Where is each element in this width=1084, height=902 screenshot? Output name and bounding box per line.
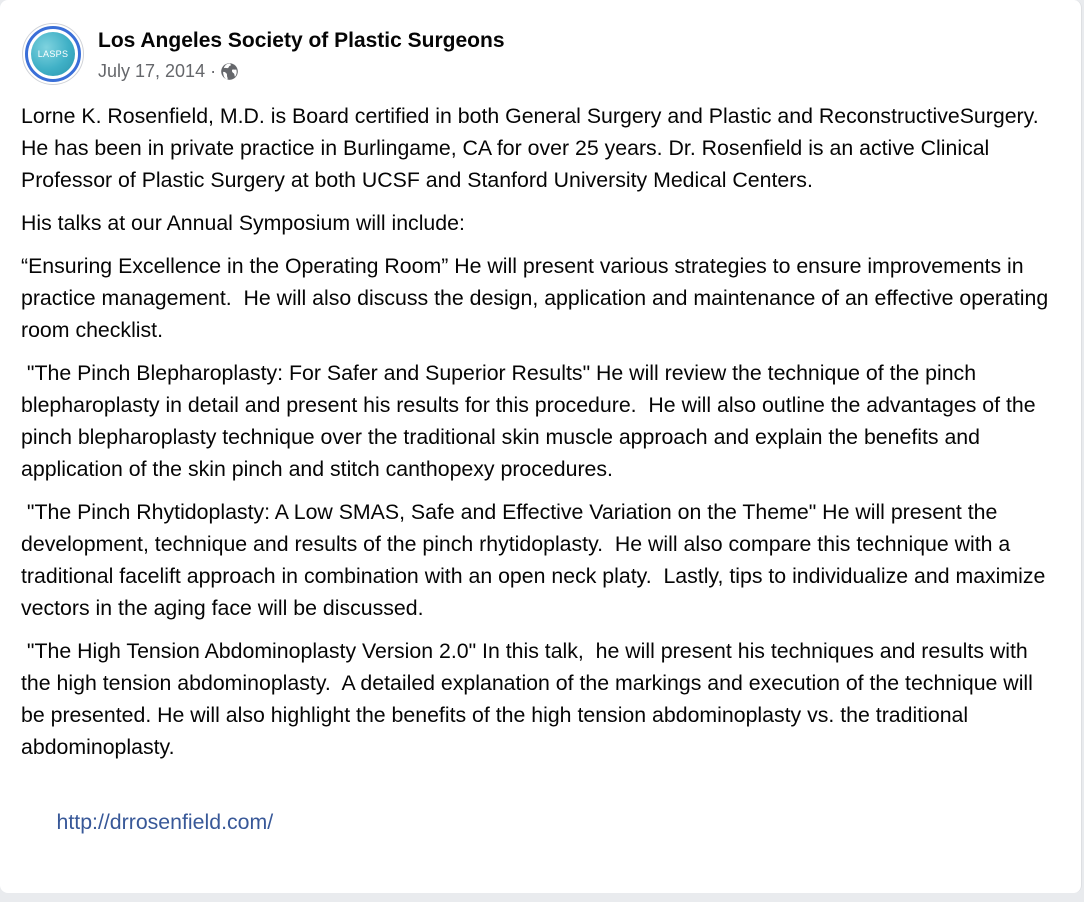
page-avatar[interactable] [22,23,84,85]
post-paragraph-1: Lorne K. Rosenfield, M.D. is Board certified in both General Surgery and Plastic and ReconstructiveSurgery. He has been in private practice in Burlingame, CA for over 25 years. Dr. Rosenfield is an active Clinical Professor of Plastic Surgery at both UCSF and Stanford University Medical Centers. [21,104,1045,192]
globe-icon[interactable] [220,62,239,81]
page-name-link[interactable]: Los Angeles Society of Plastic Surgeons [98,29,505,52]
post-subline [98,60,505,82]
post-meta [98,23,505,82]
post-link-row [21,774,1061,870]
avatar-text: LASPS [37,49,69,59]
post-header [22,23,505,85]
post-paragraph-2: His talks at our Annual Symposium will include: [21,211,465,235]
post-paragraph-6: "The High Tension Abdominoplasty Version 2.0" In this talk, he will present his techniques and results with the high tension abdominoplasty. A detailed explanation of the markings and execution of the technique will be presented. He will also highlight the benefits of the high tension abdominoplasty vs. the traditional abdominoplasty. [21,639,1039,759]
lasps-logo [31,32,75,76]
website-link[interactable]: http://drrosenfield.com/ [56,810,274,834]
post-paragraph-5: "The Pinch Rhytidoplasty: A Low SMAS, Safe and Effective Variation on the Theme" He will present the development, technique and results of the pinch rhytidoplasty. He will also compare this technique with a traditional facelift approach in combination with an open neck platy. Lastly, tips to individualize and maximize vectors in the aging face will be discussed. [21,500,1052,620]
post-date[interactable]: July 17, 2014 [98,61,206,81]
post-paragraph-3: “Ensuring Excellence in the Operating Room” He will present various strategies to ensure improvements in practice management. He will also discuss the design, application and maintenance of an effective operating room checklist. [21,254,1055,342]
separator-dot: · [210,61,217,81]
post-paragraph-4: "The Pinch Blepharoplasty: For Safer and Superior Results" He will review the technique of the pinch blepharoplasty in detail and present his results for this procedure. He will also outline the advantages of the pinch blepharoplasty technique over the traditional skin muscle approach and explain the benefits and application of the skin pinch and stitch canthopexy procedures. [21,361,1042,481]
avatar-ring [25,26,81,82]
post-body [21,100,1061,881]
